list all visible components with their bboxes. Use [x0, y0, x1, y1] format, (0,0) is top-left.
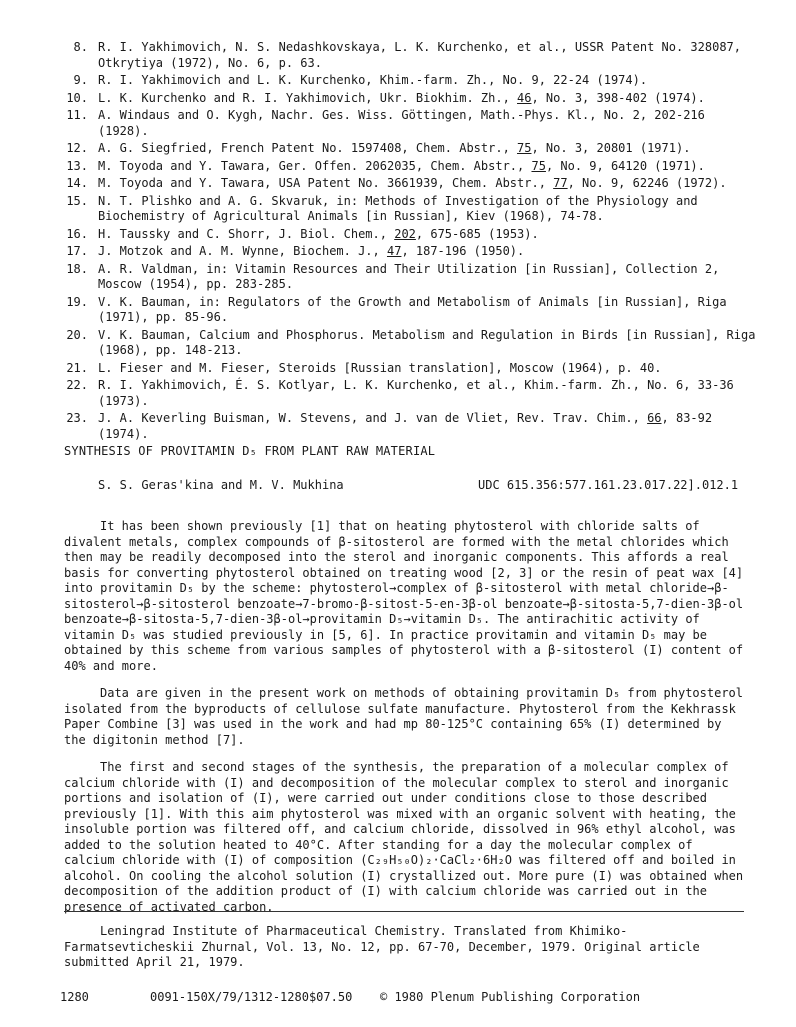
body-paragraph: It has been shown previously [1] that on heating phytosterol with chloride salts of divalent metals, complex compounds of β-sitosterol are formed with the metal chlorides which then may be readily decomposed into the sterol and inorganic components. This affords a real basis for converting phytosterol obtained on treating wood [2, 3] or the resin of peat wax [4] into provitamin D₅ by the scheme: phytosterol→complex of β-sitosterol with metal chloride→β-sitosterol→β-sitosterol benzoate→7-bromo-β-sitost-5-en-3β-ol benzoate→β-sitosta-5,7-dien-3β-ol benzoate→β-sitosta-5,7-dien-3β-ol→provitamin D₅→vitamin D₅. The antirachitic activity of vitamin D₅ was studied previously in [5, 6]. In practice provitamin and vitamin D₅ may be obtained by this scheme from various samples of phytosterol with a β-sitosterol (I) content of 40% and more.: [64, 519, 744, 673]
reference-text-part: V. K. Bauman, Calcium and Phosphorus. Metabolism and Regulation in Birds [in Russian], Riga (1968), pp. 148-213.: [98, 327, 763, 357]
footnote-divider: [64, 911, 744, 912]
reference-item: [50, 244, 760, 260]
reference-text: [98, 108, 760, 139]
reference-text: [98, 227, 760, 243]
reference-number: 19.: [66, 294, 88, 309]
reference-text: [98, 40, 760, 71]
reference-text-part: L. K. Kurchenko and R. I. Yakhimovich, Ukr. Biokhim. Zh.,: [98, 90, 518, 105]
reference-number: 22.: [66, 378, 88, 392]
reference-text-part: , 675-685 (1953).: [415, 226, 539, 241]
reference-text-part: , No. 3, 20801 (1971).: [531, 141, 691, 155]
reference-text-part: J. A. Keverling Buisman, W. Stevens, and J. van de Vliet, Rev. Trav. Chim.,: [98, 411, 648, 425]
reference-volume: 46: [517, 90, 532, 105]
article-authors: S. S. Geras'kina and M. V. Mukhina: [98, 478, 344, 492]
reference-number: 9.: [73, 73, 88, 87]
reference-text-part: , No. 9, 62246 (1972).: [567, 176, 727, 190]
reference-text: [98, 91, 760, 107]
reference-text-part: N. T. Plishko and A. G. Skvaruk, in: Methods of Investigation of the Physiology and Biochemistry of Agricultural Animals [in Russian], Kiev (1968), 74-78.: [98, 193, 705, 223]
reference-text-part: L. Fieser and M. Fieser, Steroids [Russian translation], Moscow (1964), p. 40.: [98, 360, 662, 375]
page-number: 1280: [60, 990, 89, 1004]
copyright-notice: © 1980 Plenum Publishing Corporation: [380, 990, 641, 1004]
reference-text: [98, 159, 760, 175]
reference-text: [98, 411, 760, 442]
reference-item: [50, 176, 760, 192]
reference-number: 16.: [66, 226, 88, 241]
reference-text: [98, 194, 760, 225]
reference-item: [50, 295, 760, 326]
reference-volume: 66: [647, 411, 662, 425]
reference-number: 10.: [66, 90, 88, 105]
reference-text-part: M. Toyoda and Y. Tawara, Ger. Offen. 2062035, Chem. Abstr.,: [98, 158, 532, 173]
reference-text-part: J. Motzok and A. M. Wynne, Biochem. J.,: [98, 244, 387, 258]
reference-item: [50, 91, 760, 107]
reference-number: 18.: [66, 261, 88, 276]
reference-text-part: H. Taussky and C. Shorr, J. Biol. Chem.,: [98, 226, 395, 241]
reference-item: [50, 262, 760, 293]
reference-text-part: , 187-196 (1950).: [401, 244, 525, 258]
reference-text-part: M. Toyoda and Y. Tawara, USA Patent No. 3661939, Chem. Abstr.,: [98, 176, 554, 190]
reference-item: [50, 327, 763, 359]
reference-list: [50, 40, 763, 444]
reference-number: 8.: [73, 40, 88, 54]
reference-text-part: R. I. Yakhimovich, N. S. Nedashkovskaya, L. K. Kurchenko, et al., USSR Patent No. 328087, Otkrytiya (1972), No. 6, p. 63.: [98, 40, 749, 70]
reference-item: [50, 378, 760, 409]
reference-item: [50, 227, 760, 243]
reference-volume: 202: [394, 226, 416, 241]
affiliation-footnote: Leningrad Institute of Pharmaceutical Chemistry. Translated from Khimiko-Farmatsevticheskii Zhurnal, Vol. 13, No. 12, pp. 67-70, December, 1979. Original article submitted April 21, 1979.: [64, 924, 700, 969]
reference-number: 11.: [66, 108, 88, 122]
reference-text-part: , No. 9, 64120 (1971).: [545, 158, 705, 173]
reference-number: 17.: [66, 244, 88, 258]
reference-text: [98, 327, 763, 359]
reference-text: [98, 361, 760, 377]
reference-item: [50, 40, 760, 71]
article-title: SYNTHESIS OF PROVITAMIN D₅ FROM PLANT RAW MATERIAL: [64, 444, 436, 458]
reference-number: 15.: [66, 193, 88, 208]
reference-item: [50, 108, 760, 139]
reference-text-part: A. Windaus and O. Kygh, Nachr. Ges. Wiss. Göttingen, Math.-Phys. Kl., No. 2, 202-216 (1928).: [98, 108, 713, 138]
reference-item: [50, 411, 760, 442]
body-paragraph: The first and second stages of the synthesis, the preparation of a molecular complex of calcium chloride with (I) and decomposition of the molecular complex to sterol and inorganic portions and isolation of (I), were carried out under conditions close to those described previously [1]. With this aim phytosterol was mixed with an organic solvent with heating, the insoluble portion was filtered off, and calcium chloride, dissolved in 96% ethyl alcohol, was added to the solution heated to 40°C. After standing for a day the molecular complex of calcium chloride with (I) of composition (C₂₉H₅₀O)₂·CaCl₂·6H₂O was filtered off and boiled in alcohol. On cooling the alcohol solution (I) crystallized out. More pure (I) was obtained when decomposition of the addition product of (I) with calcium chloride was carried out in the presence of activated carbon.: [64, 760, 744, 914]
reference-number: 12.: [66, 141, 88, 155]
reference-text-part: , 83-92 (1974).: [98, 411, 720, 441]
reference-text: [98, 141, 760, 157]
reference-text: [98, 176, 760, 192]
reference-text: [98, 378, 760, 409]
reference-volume: 75: [531, 158, 546, 173]
reference-item: [50, 194, 760, 225]
reference-text-part: R. I. Yakhimovich and L. K. Kurchenko, Khim.-farm. Zh., No. 9, 22-24 (1974).: [98, 73, 648, 87]
reference-text: [98, 262, 760, 293]
reference-number: 14.: [66, 176, 88, 190]
reference-item: [50, 361, 760, 377]
reference-text-part: A. R. Valdman, in: Vitamin Resources and Their Utilization [in Russian], Collection 2, Moscow (1954), pp. 283-285.: [98, 261, 727, 291]
reference-volume: 77: [553, 176, 568, 190]
reference-text: [98, 73, 760, 89]
reference-text: [98, 295, 760, 326]
reference-item: [50, 73, 760, 89]
reference-text: [98, 244, 760, 260]
reference-volume: 75: [517, 141, 532, 155]
reference-text-part: R. I. Yakhimovich, É. S. Kotlyar, L. K. Kurchenko, et al., Khim.-farm. Zh., No. 6, 33-36 (1973).: [98, 378, 741, 408]
reference-number: 20.: [66, 327, 88, 342]
reference-item: [50, 159, 760, 175]
udc-code: UDC 615.356:577.161.23.017.22].012.1: [478, 478, 739, 492]
reference-volume: 47: [386, 244, 402, 258]
body-paragraph: Data are given in the present work on methods of obtaining provitamin D₅ from phytosterol isolated from the byproducts of cellulose sulfate manufacture. Phytosterol from the Kekhrassk Paper Combine [3] was used in the work and had mp 80-125°C containing 65% (I) determined by the digitonin method [7].: [64, 686, 743, 747]
article-code: 0091-150X/79/1312-1280$07.50: [150, 990, 353, 1004]
reference-number: 23.: [66, 411, 88, 425]
reference-number: 21.: [66, 360, 88, 375]
reference-text-part: V. K. Bauman, in: Regulators of the Growth and Metabolism of Animals [in Russian], Riga (1971), pp. 85-96.: [98, 294, 734, 324]
reference-text-part: , No. 3, 398-402 (1974).: [531, 90, 705, 105]
article-body: [64, 519, 746, 927]
reference-number: 13.: [66, 158, 88, 173]
reference-text-part: A. G. Siegfried, French Patent No. 1597408, Chem. Abstr.,: [98, 141, 518, 155]
reference-item: [50, 141, 760, 157]
